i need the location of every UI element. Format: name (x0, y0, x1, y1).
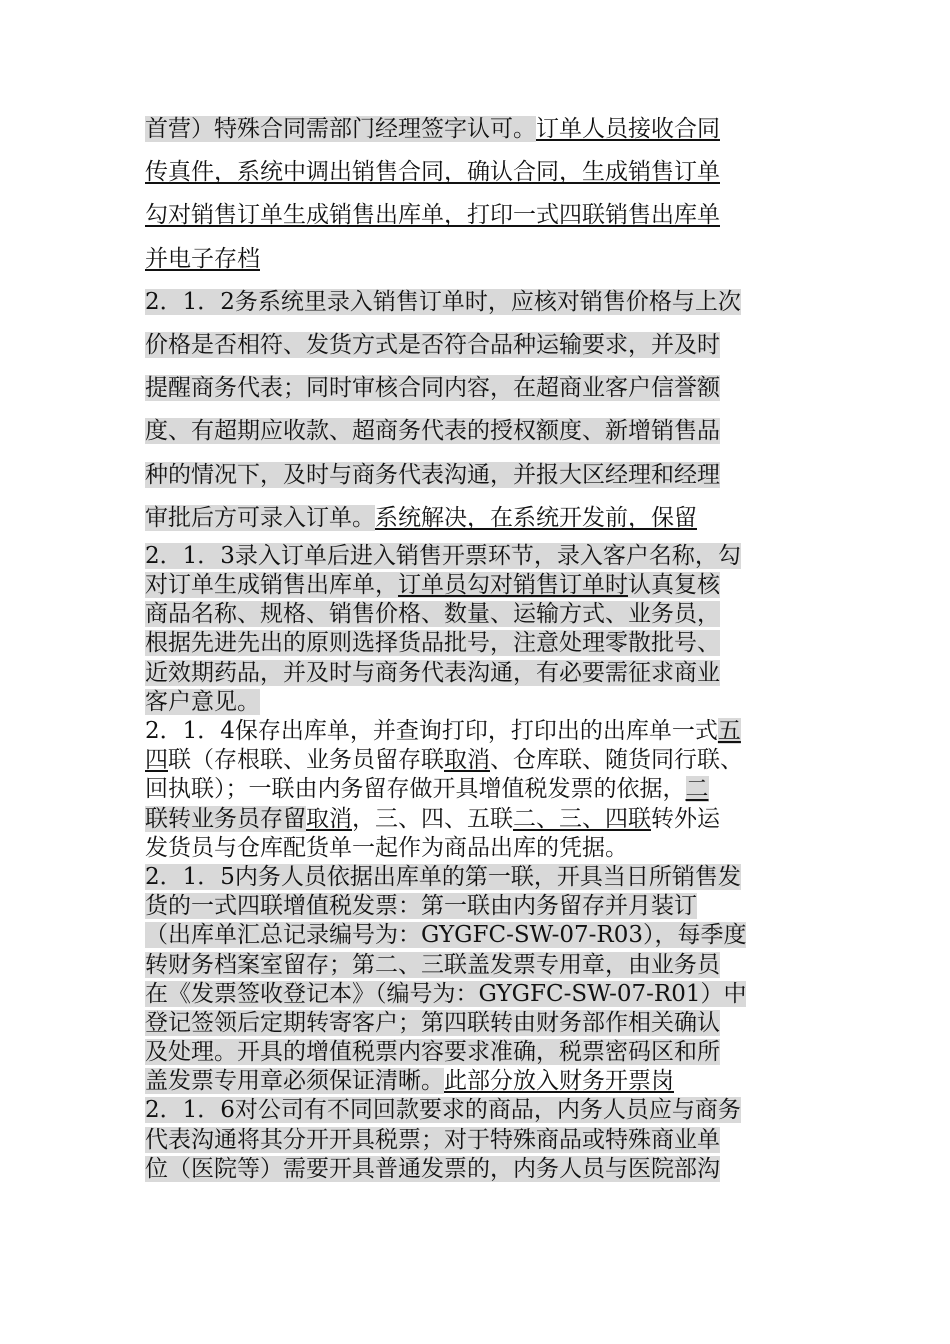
paragraph-2-1-2 (145, 281, 810, 540)
text-line (145, 980, 810, 1009)
text-segment: 转外运 (651, 805, 720, 832)
underlined-text-segment: 五 (717, 718, 741, 744)
text-line (145, 600, 810, 629)
underlined-text-segment: 取消 (306, 805, 352, 832)
text-line (145, 775, 810, 804)
paragraph-2-1-1-tail (145, 108, 810, 281)
text-line (145, 629, 810, 658)
document-page (145, 108, 810, 1184)
text-segment: 代表沟通将其分开开具税票；对于特殊商品或特殊商业单 (145, 1126, 720, 1153)
text-line (145, 688, 810, 717)
text-line (145, 238, 810, 281)
text-segment: 回执联）；一联由内务留存做开具增值税发票的依据， (145, 776, 686, 803)
text-line (145, 410, 810, 453)
text-line (145, 717, 810, 746)
underlined-text-segment: 此部分放入财务开票岗 (444, 1068, 674, 1095)
text-line (145, 542, 810, 571)
paragraph-2-1-5 (145, 863, 810, 1097)
text-segment: 认真复核 (628, 572, 720, 599)
text-segment: （出库单汇总记录编号为：GYGFC-SW-07-R03），每季度 (145, 922, 747, 949)
underlined-text-segment: 系统解决，在系统开发前，保留 (375, 504, 697, 531)
text-segment: 联（存根联、业务员留存联 (168, 747, 444, 774)
text-line (145, 805, 810, 834)
text-line (145, 151, 810, 194)
text-line (145, 1126, 810, 1155)
text-line (145, 1096, 810, 1125)
text-line (145, 571, 810, 600)
text-segment: 提醒商务代表；同时审核合同内容，在超商业客户信誉额 (145, 375, 720, 402)
text-segment: 审批后方可录入订单。 (145, 504, 375, 531)
text-segment: 及处理。开具的增值税票内容要求准确，税票密码区和所 (145, 1039, 720, 1066)
text-segment: 转财务档案室留存；第二、三联盖发票专用章，由业务员 (145, 951, 720, 978)
text-line (145, 951, 810, 980)
text-segment: 联转业务员存留 (145, 805, 306, 832)
text-line (145, 1009, 810, 1038)
underlined-text-segment: 订单员勾对销售订单时 (398, 572, 628, 599)
text-segment: 位（医院等）需要开具普通发票的，内务人员与医院部沟 (145, 1155, 720, 1182)
text-segment: 种的情况下，及时与商务代表沟通，并报大区经理和经理 (145, 461, 720, 488)
underlined-text-segment: 取消 (444, 747, 490, 774)
text-line (145, 367, 810, 410)
text-segment: 发货员与仓库配货单一起作为商品出库的凭据。 (145, 834, 628, 861)
paragraph-2-1-3 (145, 542, 810, 717)
text-line (145, 281, 810, 324)
text-segment: 度、有超期应收款、超商务代表的授权额度、新增销售品 (145, 418, 720, 445)
paragraph-2-1-6 (145, 1096, 810, 1184)
text-line (145, 921, 810, 950)
text-segment: 客户意见。 (145, 688, 260, 715)
text-line (145, 892, 810, 921)
text-line (145, 1038, 810, 1067)
text-line (145, 497, 810, 540)
text-line (145, 1155, 810, 1184)
text-line (145, 108, 810, 151)
text-line (145, 194, 810, 237)
text-segment: 商品名称、规格、销售价格、数量、运输方式、业务员， (145, 601, 720, 628)
underlined-text-segment: 二、三、四联 (513, 805, 651, 832)
text-segment: 价格是否相符、发货方式是否符合品种运输要求，并及时 (145, 331, 720, 358)
text-segment: 2．1．3录入订单后进入销售开票环节，录入客户名称，勾 (145, 542, 741, 569)
text-segment: 2．1．2务系统里录入销售订单时，应核对销售价格与上次 (145, 288, 741, 315)
text-segment: 货的一式四联增值税发票：第一联由内务留存并月装订 (145, 893, 697, 920)
text-segment: 登记签领后定期转寄客户；第四联转由财务部作相关确认 (145, 1009, 720, 1036)
text-line (145, 454, 810, 497)
text-segment: 根据先进先出的原则选择货品批号，注意处理零散批号、 (145, 630, 720, 657)
underlined-text-segment: 二 (685, 776, 709, 803)
text-segment: 首营）特殊合同需部门经理签字认可。 (145, 116, 536, 142)
text-line (145, 659, 810, 688)
underlined-text-segment: 传真件，系统中调出销售合同，确认合同，生成销售订单 (145, 159, 720, 186)
text-line (145, 746, 810, 775)
text-segment: 、仓库联、随货同行联、 (490, 747, 743, 774)
text-line (145, 1067, 810, 1096)
text-segment: 2．1．5内务人员依据出库单的第一联，开具当日所销售发 (145, 863, 741, 890)
text-segment: 近效期药品，并及时与商务代表沟通，有必要需征求商业 (145, 659, 720, 686)
text-segment: 2．1．6对公司有不同回款要求的商品，内务人员应与商务 (145, 1097, 741, 1124)
underlined-text-segment: 四 (145, 747, 168, 774)
underlined-text-segment: 订单人员接收合同 (536, 116, 720, 142)
text-segment: 2．1．4保存出库单，并查询打印，打印出的出库单一式 (145, 718, 718, 744)
text-segment: ，三、四、五联 (352, 805, 513, 832)
text-line (145, 324, 810, 367)
text-segment: 盖发票专用章必须保证清晰。 (145, 1068, 444, 1095)
paragraph-2-1-4 (145, 717, 810, 863)
underlined-text-segment: 并电子存档 (145, 245, 260, 272)
text-segment: 在《发票签收登记本》（编号为：GYGFC-SW-07-R01）中 (145, 980, 747, 1007)
text-segment: 对订单生成销售出库单， (145, 572, 398, 599)
text-line (145, 834, 810, 863)
text-line (145, 863, 810, 892)
underlined-text-segment: 勾对销售订单生成销售出库单，打印一式四联销售出库单 (145, 202, 720, 229)
